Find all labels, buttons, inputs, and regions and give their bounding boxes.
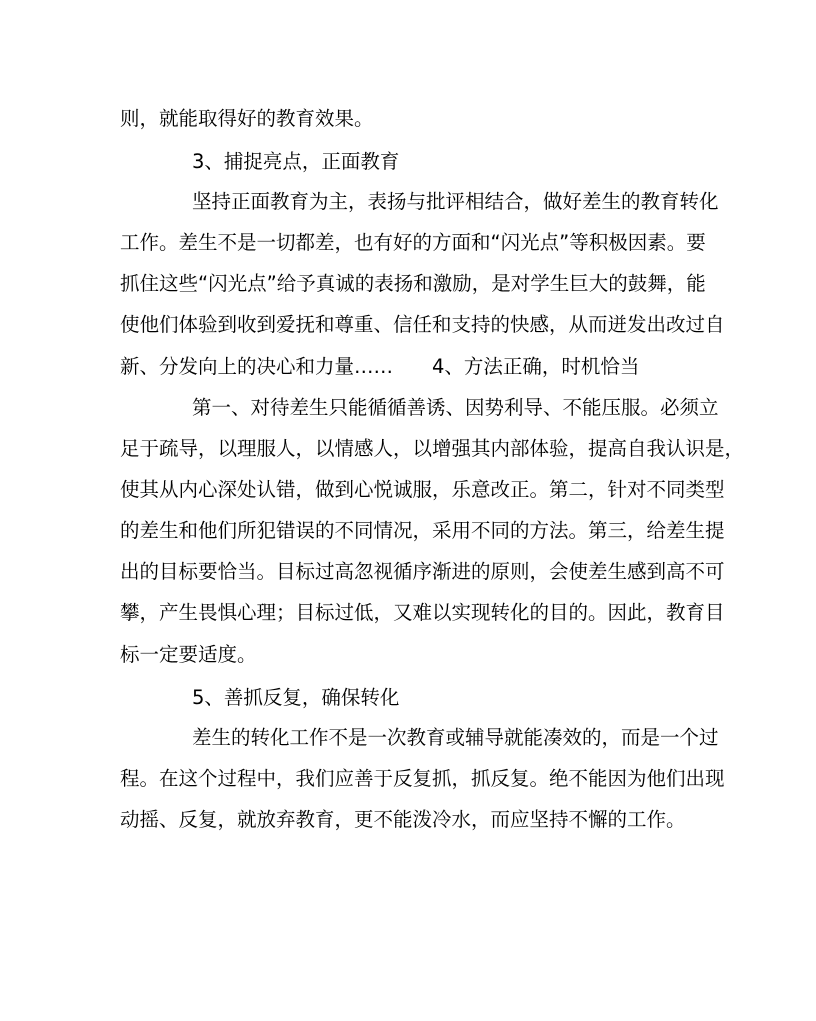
paragraph-line: 足于疏导，以理服人，以情感人，以增强其内部体验，提高自我认识是， xyxy=(120,437,745,460)
paragraph-line: 工作。差生不是一切都差，也有好的方面和“闪光点”等积极因素。要 xyxy=(120,231,706,254)
paragraph-line: 抓住这些“闪光点”给予真诚的表扬和激励，是对学生巨大的鼓舞，能 xyxy=(120,272,706,295)
paragraph-line: 攀，产生畏惧心理；目标过低，又难以实现转化的目的。因此，教育目 xyxy=(120,601,725,624)
paragraph-line: 则，就能取得好的教育效果。 xyxy=(120,107,374,130)
paragraph-line: 程。在这个过程中，我们应善于反复抓，抓反复。绝不能因为他们出现 xyxy=(120,767,725,790)
paragraph-line: 动摇、反复，就放弃教育，更不能泼冷水，而应坚持不懈的工作。 xyxy=(120,808,686,831)
paragraph-line: 使他们体验到收到爱抚和尊重、信任和支持的快感，从而迸发出改过自 xyxy=(120,313,725,336)
paragraph-line: 出的目标要恰当。目标过高忽视循序渐进的原则，会使差生感到高不可 xyxy=(120,560,725,583)
paragraph-line: 第一、对待差生只能循循善诱、因势利导、不能压服。必须立 xyxy=(192,396,719,419)
paragraph-line-with-heading-4: 新、分发向上的决心和力量…… 4、方法正确，时机恰当 xyxy=(120,355,640,378)
paragraph-line: 标一定要适度。 xyxy=(120,643,257,666)
paragraph-line: 使其从内心深处认错，做到心悦诚服，乐意改正。第二，针对不同类型 xyxy=(120,478,725,501)
paragraph-line: 的差生和他们所犯错误的不同情况，采用不同的方法。第三，给差生提 xyxy=(120,519,725,542)
section-heading-5: 5、善抓反复，确保转化 xyxy=(192,686,400,709)
section-heading-3: 3、捕捉亮点，正面教育 xyxy=(192,150,400,173)
paragraph-line: 坚持正面教育为主，表扬与批评相结合，做好差生的教育转化 xyxy=(192,190,719,213)
paragraph-line: 差生的转化工作不是一次教育或辅导就能凑效的，而是一个过 xyxy=(192,726,719,749)
